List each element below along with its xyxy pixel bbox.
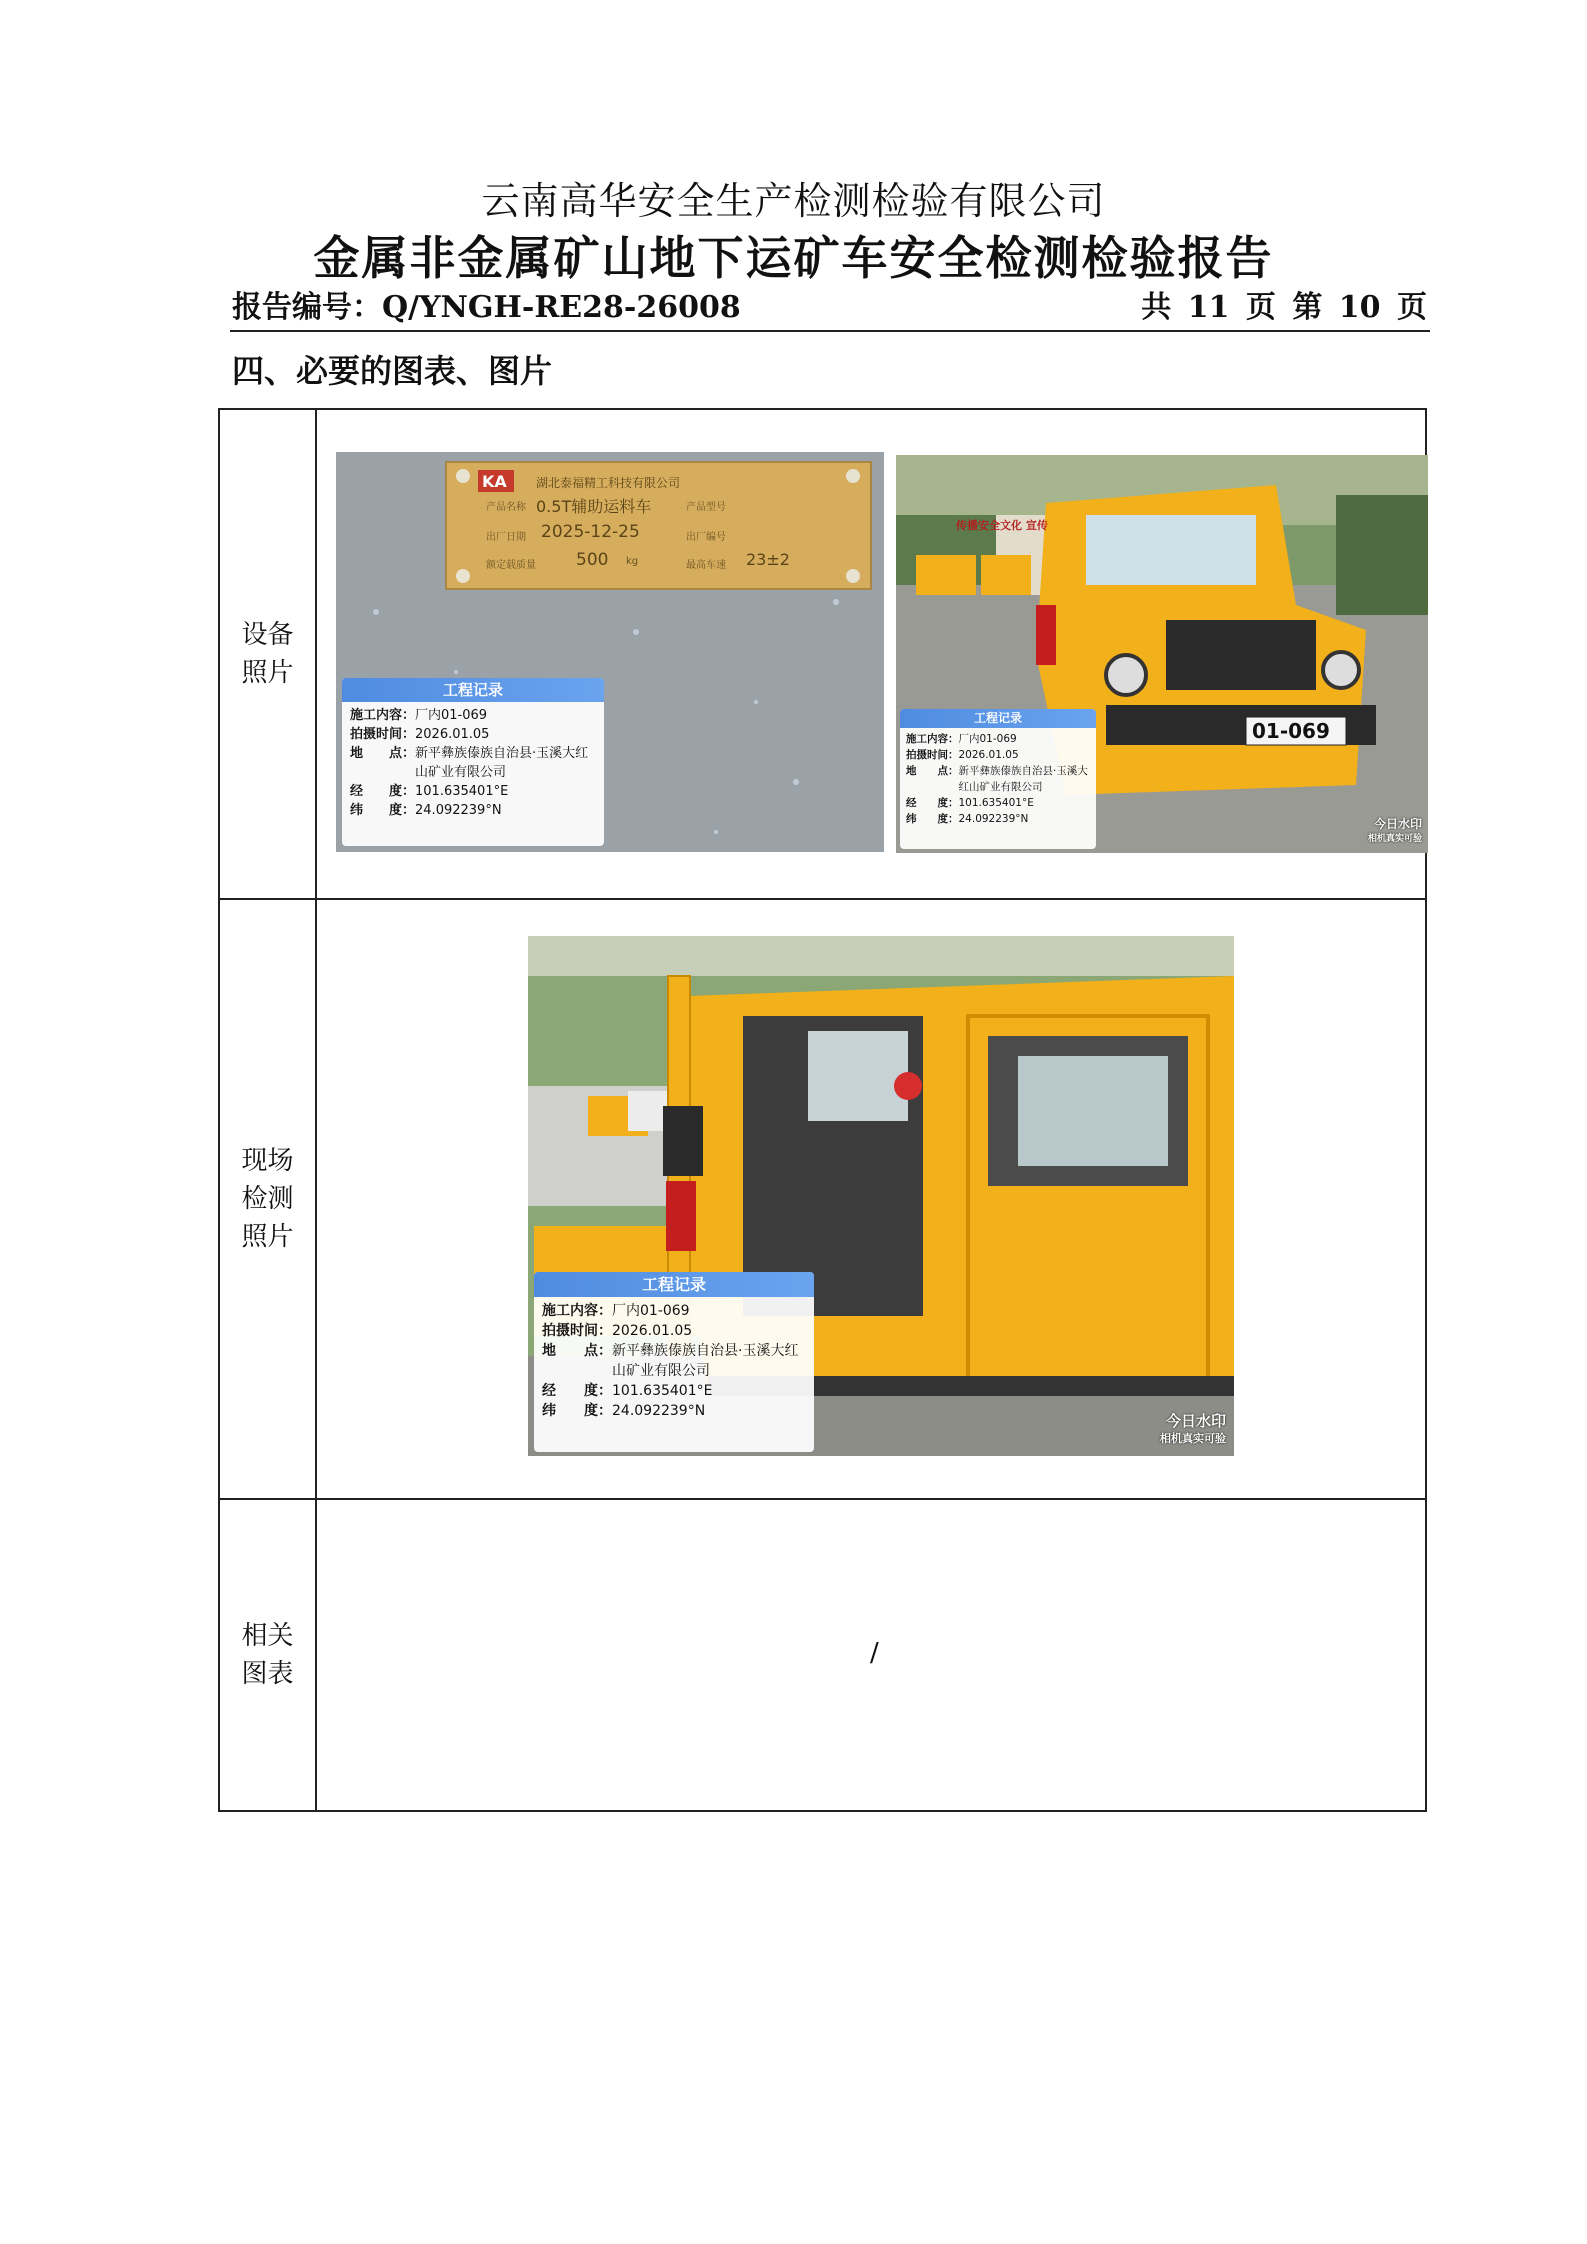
table-row-related-charts [220, 1500, 1425, 1810]
row-label-cell [220, 410, 317, 898]
watermark-badge-title: 今日水印 [1373, 817, 1422, 831]
nameplate-load-label: 额定载质量 [486, 560, 536, 571]
company-name: 云南高华安全生产检测检验有限公司 [481, 179, 1106, 223]
watermark-heading: 工程记录 [342, 678, 604, 702]
row-label-cell [220, 1500, 317, 1810]
nameplate-speed-label: 最高车速 [686, 560, 726, 571]
nameplate-load: 500 [576, 550, 609, 570]
report-number: 报告编号：Q/YNGH-RE28-26008 [232, 290, 741, 325]
nameplate-model-label: 产品型号 [686, 502, 726, 513]
nameplate-maker: 湖北泰福精工科技有限公司 [536, 476, 681, 490]
watermark-field: 地 点： 新平彝族傣族自治县·玉溪大红山矿业有限公司 [906, 765, 1088, 793]
watermark-field: 纬 度： 24.092239°N [350, 803, 502, 818]
nameplate-name: 0.5T辅助运料车 [536, 497, 652, 516]
table-row-equipment [220, 410, 1425, 900]
watermark-field: 纬 度： 24.092239°N [542, 1403, 706, 1419]
watermark-badge-sub: 相机真实可验 [1160, 1432, 1226, 1445]
watermark-field: 施工内容： 厂内01-069 [350, 708, 488, 723]
table-row-site-inspection [220, 900, 1425, 1500]
nameplate-load-unit: kg [626, 556, 639, 567]
nameplate-serial-label: 出厂编号 [686, 532, 726, 543]
watermark-heading: 工程记录 [900, 709, 1096, 728]
watermark-field: 拍摄时间： 2026.01.05 [350, 727, 490, 742]
watermark-field: 施工内容： 厂内01-069 [542, 1303, 690, 1319]
watermark-badge [1342, 817, 1422, 847]
empty-content-mark: / [870, 1638, 879, 1668]
watermark-heading: 工程记录 [534, 1272, 814, 1297]
watermark-field: 地 点： 新平彝族傣族自治县·玉溪大红山矿业有限公司 [542, 1343, 799, 1379]
page-indicator: 共 11 页 第 10 页 [1141, 290, 1427, 325]
license-plate: 01-069 [1252, 719, 1330, 743]
section-title: 四、必要的图表、图片 [232, 352, 553, 390]
watermark-badge-sub: 相机真实可验 [1367, 834, 1422, 844]
nameplate-date: 2025-12-25 [541, 522, 640, 542]
row-label-cell [220, 900, 317, 1498]
watermark-field: 经 度： 101.635401°E [542, 1383, 713, 1399]
header-rule [230, 330, 1430, 332]
watermark-card [900, 709, 1096, 849]
watermark-card [534, 1272, 814, 1452]
nameplate-speed: 23±2 [746, 550, 790, 569]
nameplate-photo [336, 452, 884, 852]
watermark-field: 地 点： 新平彝族傣族自治县·玉溪大红山矿业有限公司 [350, 746, 589, 780]
figures-table [218, 408, 1427, 1812]
site-inspection-photo [528, 936, 1234, 1456]
watermark-field: 施工内容： 厂内01-069 [906, 733, 1017, 745]
nameplate-name-label: 产品名称 [486, 502, 526, 513]
watermark-card [342, 678, 604, 846]
watermark-badge-title: 今日水印 [1165, 1412, 1226, 1430]
truck-front-photo [896, 455, 1428, 853]
row-label: 现场检测照片 [241, 1146, 294, 1252]
watermark-field: 纬 度： 24.092239°N [906, 813, 1029, 825]
watermark-field: 拍摄时间： 2026.01.05 [542, 1323, 693, 1339]
nameplate-date-label: 出厂日期 [486, 532, 526, 543]
truck-banner-text: 传播安全文化 宣传 [956, 519, 1048, 532]
watermark-badge [1126, 1412, 1226, 1448]
watermark-field: 经 度： 101.635401°E [350, 784, 509, 799]
watermark-field: 经 度： 101.635401°E [906, 797, 1034, 809]
nameplate-logo: KA [482, 472, 507, 491]
watermark-field: 拍摄时间： 2026.01.05 [906, 749, 1019, 761]
row-label: 相关图表 [241, 1621, 294, 1689]
row-label: 设备照片 [241, 620, 294, 688]
report-title: 金属非金属矿山地下运矿车安全检测检验报告 [313, 231, 1274, 285]
